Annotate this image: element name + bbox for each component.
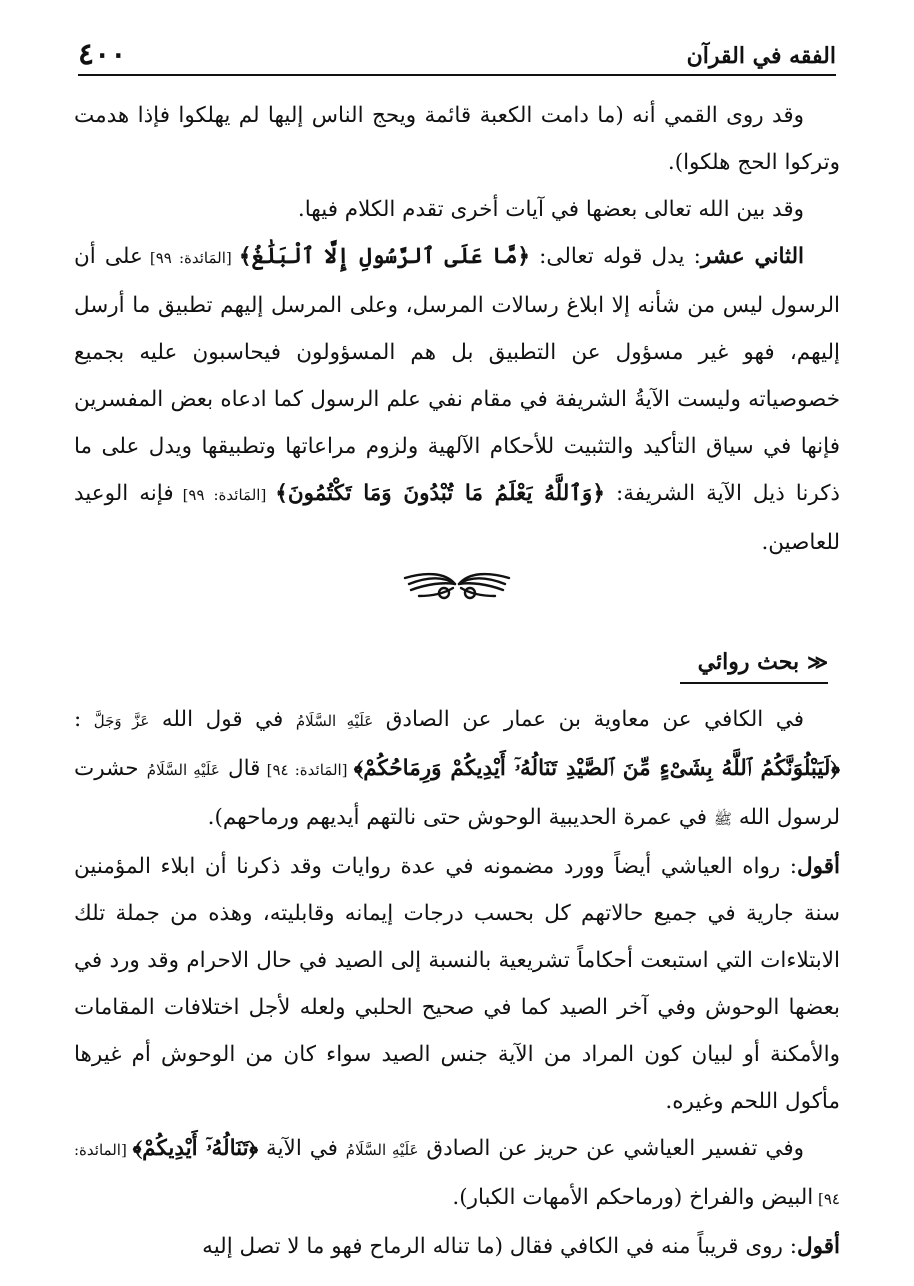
text-run: في الكافي عن معاوية بن عمار عن الصادق [373, 707, 805, 732]
honorific: ﷺ [713, 810, 732, 828]
honorific: عَزَّ وَجَلَّ [93, 712, 150, 730]
page-number: ٤٠٠ [78, 37, 127, 72]
paragraph-kafi [74, 696, 840, 843]
text-run: في عمرة الحديبية الوحوش حتى نالتهم أيديهم ورماحهم). [207, 805, 714, 830]
ornament-divider-icon [397, 566, 517, 602]
point-label: الثاني عشر [700, 244, 805, 269]
quran-verse: ﴿وَٱللَّهُ يَعْلَمُ مَا تُبْدُونَ وَمَا تَكْتُمُونَ﴾ [275, 481, 605, 506]
honorific: عَلَيْهِ السَّلَامُ [345, 1141, 419, 1159]
honorific: عَلَيْهِ السَّلَامُ [146, 761, 220, 779]
text-run: حشرت لرسول الله [74, 756, 840, 830]
paragraph-ayyashi [74, 1125, 840, 1223]
heading-mark-icon: ≪ [807, 650, 828, 674]
text-run: : يدل قوله تعالى: [530, 244, 701, 269]
page-header [78, 34, 836, 76]
heading-title: بحث روائي [697, 649, 800, 675]
text-run: قال [219, 756, 261, 781]
verse-reference: [المائدة: ٩٤] [74, 1141, 840, 1208]
text-run: : رواه العياشي أيضاً وورد مضمونه في عدة روايات وقد ذكرنا أن ابلاء المؤمنين سنة جارية في جميع حالاتهم كل بحسب درجات إيمانه وقابليته، وهذه من جملة تلك الابتلاءات التي استبعت أحكاماً تشريعية بالنسبة إلى الصيد في حال الاحرام وقد ورد في بعضها الوحوش وفي آخر الصيد كما في صحيح الحلبي ولعله لأجل اختلافات المقامات والأمكنة أو لبيان كون المراد من الآية جنس الصيد سواء كان من الوحوش أم غيرها مأكول اللحم وغيره. [74, 854, 840, 1114]
book-title: الفقه في القرآن [686, 43, 836, 69]
verse-reference: [المَائدة: ٩٩] [173, 486, 276, 504]
paragraph-aqul-1 [74, 843, 840, 1125]
text-run: : روى قريباً منه في الكافي فقال (ما تناله الرماح فهو ما لا تصل إليه [202, 1234, 798, 1259]
paragraph-aqul-2 [74, 1223, 840, 1270]
honorific: عَلَيْهِ السَّلَامُ [295, 712, 374, 730]
text-run: فإنه الوعيد للعاصين. [74, 481, 840, 555]
text-run: : [74, 707, 94, 732]
quran-verse: ﴿تَنَالُهُۥٓ أَيْدِيكُمْ﴾ [132, 1136, 259, 1161]
text-run: في الآية [258, 1136, 346, 1161]
text-run: في قول الله [149, 707, 296, 732]
text-run: البيض والفراخ (ورماحكم الأمهات الكبار). [452, 1185, 814, 1210]
verse-reference: [المَائدة: ٩٤] [260, 761, 354, 779]
section-one [74, 92, 840, 566]
quran-verse: ﴿مَّا عَلَى ٱلرَّسُولِ إِلَّا ٱلْبَلَٰغُ﴾ [238, 244, 531, 269]
text-run: على أن الرسول ليس من شأنه إلا ابلاغ رسالات المرسل، وعلى المرسل إليهم تطبيق ما أرسل إليهم، فهو غير مسؤول عن التطبيق بل هم المسؤولون فيحاسبون عليه بجميع خصوصياته وليست الآيةُ الشريفة في مقام نفي علم الرسول كما ادعاه بعض المفسرين فإنها في سياق التأكيد والتثبيت للأحكام الآلهية ولزوم مراعاتها وتطبيقها ويدل على ما ذكرنا ذيل الآية الشريفة: [74, 244, 841, 506]
point-label: أقول [797, 1234, 840, 1259]
paragraph-qummi: وقد روى القمي أنه (ما دامت الكعبة قائمة ويحج الناس إليها لم يهلكوا فإذا هدمت وتركوا الحج هلكوا). [74, 103, 840, 175]
section-two [74, 696, 840, 1270]
paragraph-other-verses: وقد بين الله تعالى بعضها في آيات أخرى تقدم الكلام فيها. [297, 197, 804, 222]
quran-verse: ﴿لَيَبْلُوَنَّكُمُ ٱللَّهُ بِشَىْءٍ مِّنَ ٱلصَّيْدِ تَنَالُهُۥٓ أَيْدِيكُمْ وَرِمَاحُكُمْ﴾ [353, 756, 840, 781]
section-heading [680, 642, 828, 684]
text-run: وفي تفسير العياشي عن حريز عن الصادق [418, 1136, 805, 1161]
verse-reference: [المَائدة: ٩٩] [142, 249, 239, 267]
point-label: أقول [797, 854, 840, 879]
paragraph-twelfth [74, 233, 840, 566]
